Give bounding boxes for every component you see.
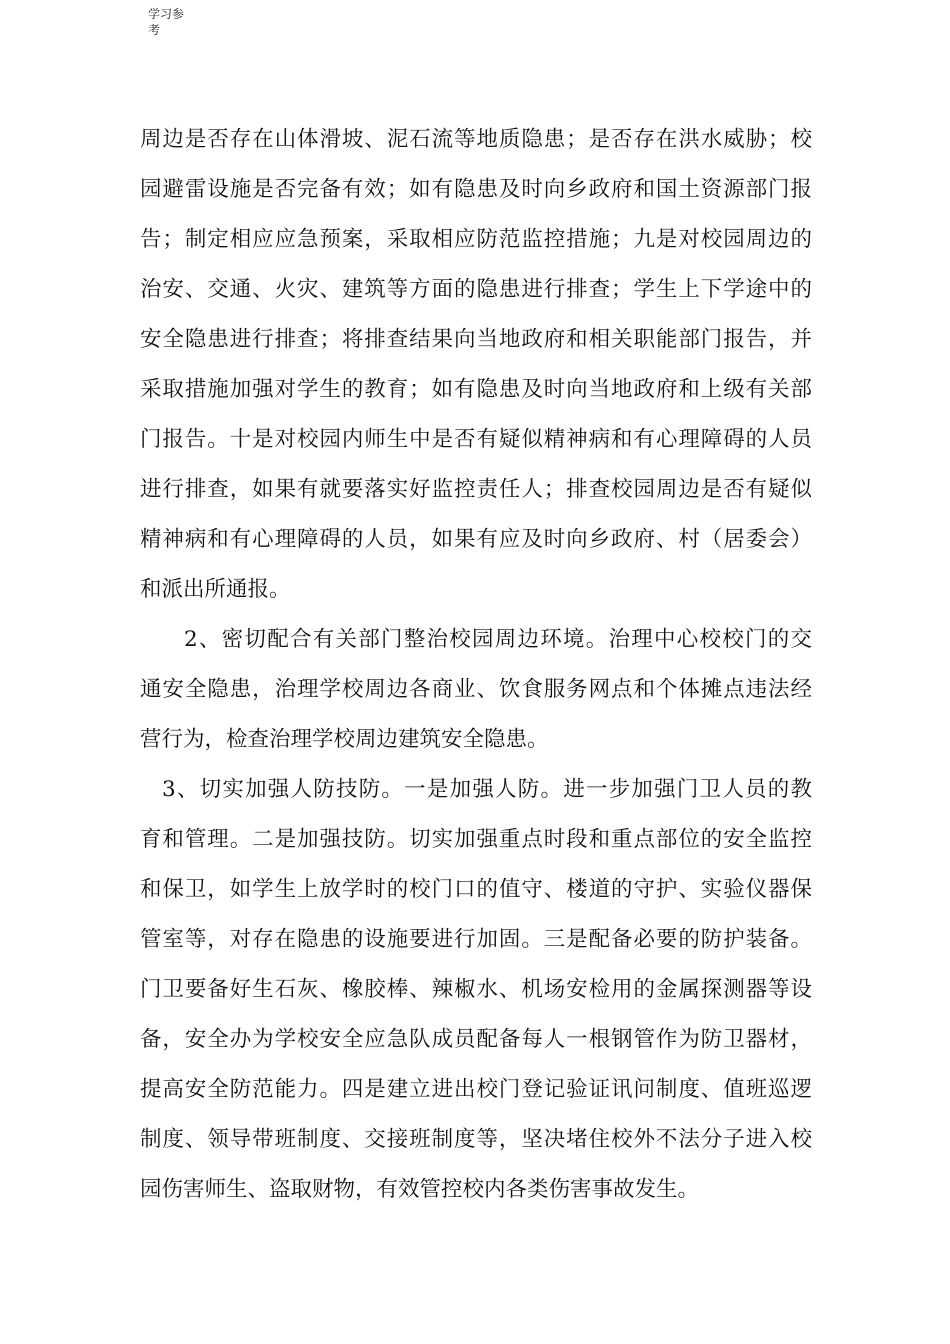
- text-line: 园避雷设施是否完备有效；如有隐患及时向乡政府和国土资源部门报: [140, 177, 812, 202]
- text-line: 精神病和有心理障碍的人员，如果有应及时向乡政府、村（居委会）: [140, 527, 812, 552]
- text-line: 门卫要备好生石灰、橡胶棒、辣椒水、机场安检用的金属探测器等设: [140, 977, 812, 1002]
- text-line: 治安、交通、火灾、建筑等方面的隐患进行排查；学生上下学途中的: [140, 277, 812, 302]
- paragraph-2: [140, 615, 812, 765]
- text-line: 进行排查，如果有就要落实好监控责任人；排查校园周边是否有疑似: [140, 477, 812, 502]
- text-line: 园伤害师生、盗取财物，有效管控校内各类伤害事故发生。: [140, 1177, 700, 1202]
- text-line: 2、密切配合有关部门整治校园周边环境。治理中心校校门的交: [184, 627, 812, 652]
- text-line: 周边是否存在山体滑坡、泥石流等地质隐患；是否存在洪水威胁；校: [140, 127, 812, 152]
- text-line: 和派出所通报。: [140, 577, 291, 602]
- text-line: 制度、领导带班制度、交接班制度等，坚决堵住校外不法分子进入校: [140, 1127, 812, 1152]
- header-note: 学习参考: [148, 7, 185, 37]
- text-line: 门报告。十是对校园内师生中是否有疑似精神病和有心理障碍的人员: [140, 427, 812, 452]
- paragraph-3: [140, 765, 812, 1215]
- text-line: 营行为，检查治理学校周边建筑安全隐患。: [140, 727, 549, 752]
- text-line: 3、切实加强人防技防。一是加强人防。进一步加强门卫人员的教: [162, 777, 812, 802]
- document-body: [140, 115, 812, 1215]
- text-line: 和保卫，如学生上放学时的校门口的值守、楼道的守护、实验仪器保: [140, 877, 812, 902]
- paragraph-1: [140, 115, 812, 615]
- text-line: 告；制定相应应急预案，采取相应防范监控措施；九是对校园周边的: [140, 227, 812, 252]
- text-line: 备，安全办为学校安全应急队成员配备每人一根钢管作为防卫器材，: [140, 1027, 812, 1052]
- text-line: 采取措施加强对学生的教育；如有隐患及时向当地政府和上级有关部: [140, 377, 812, 402]
- text-line: 安全隐患进行排查；将排查结果向当地政府和相关职能部门报告，并: [140, 327, 812, 352]
- text-line: 育和管理。二是加强技防。切实加强重点时段和重点部位的安全监控: [140, 827, 812, 852]
- text-line: 提高安全防范能力。四是建立进出校门登记验证讯问制度、值班巡逻: [140, 1077, 812, 1102]
- text-line: 通安全隐患，治理学校周边各商业、饮食服务网点和个体摊点违法经: [140, 677, 812, 702]
- text-line: 管室等，对存在隐患的设施要进行加固。三是配备必要的防护装备。: [140, 927, 812, 952]
